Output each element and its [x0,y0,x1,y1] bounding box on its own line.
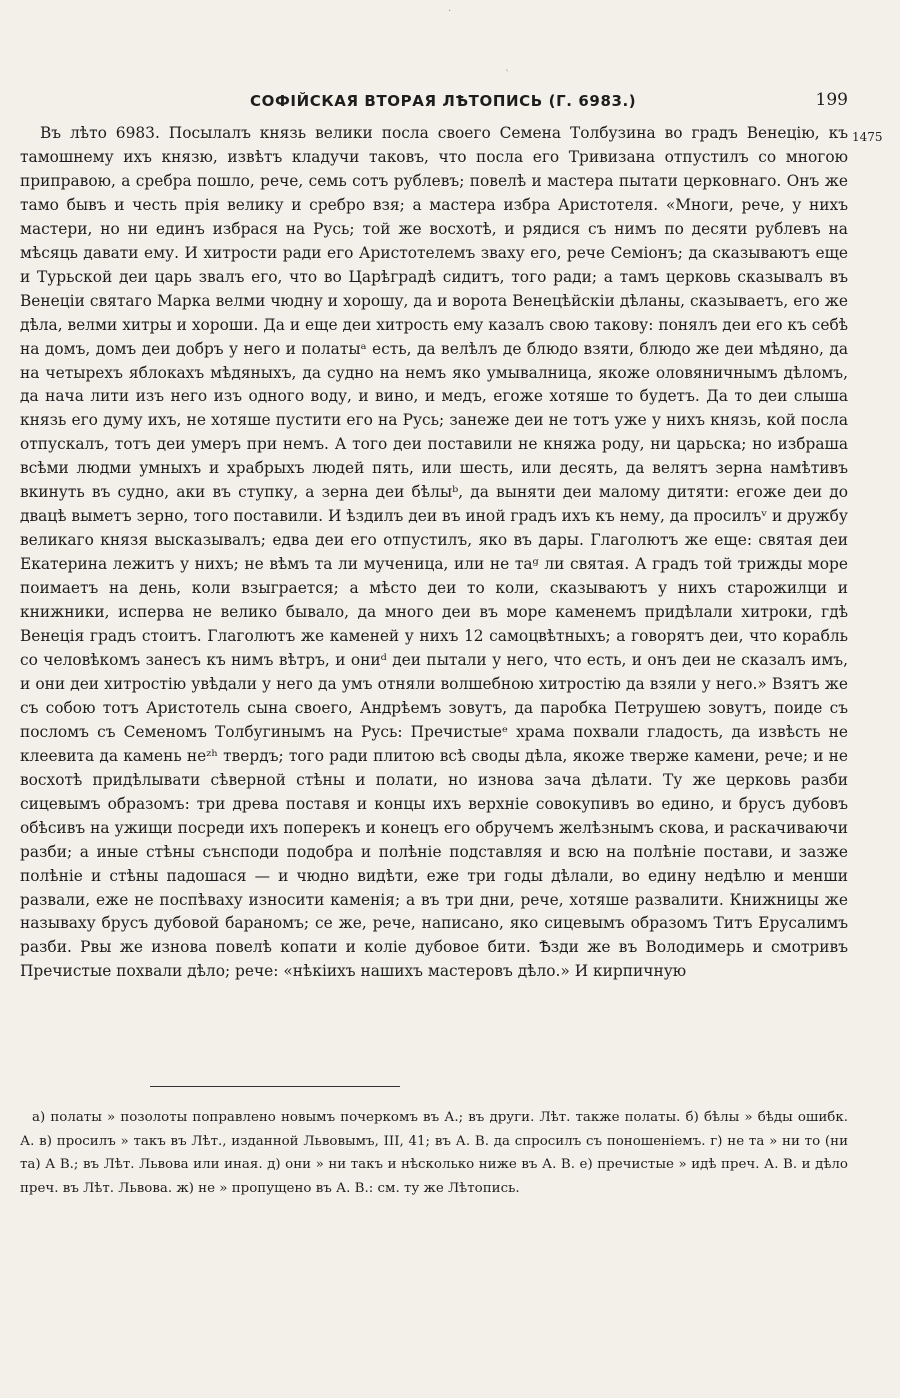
body-paragraph: Въ лѣто 6983. Посылалъ князь велики посла своего Семена Толбузина во градъ Венецію, къ тамошнему ихъ князю, извѣтъ кладучи таковъ, что посла его Тривизана отпустилъ со многою приправою, а сребра пошло, рече, семь сотъ рублевъ; повелѣ и мастера пытати церковнаго. Онъ же тамо бывъ и честь прія велику и сребро взя; а мастера избра Аристотеля. «Многи, рече, у нихъ мастери, но ни единъ избрася на Русь; той же восхотѣ, и рядися съ нимъ по десяти рублевъ на мѣсяць давати ему. И хитрости ради его Аристотелемъ зваху его, рече Семіонъ; да сказываютъ еще и Турьской деи царь звалъ его, что во Царѣградѣ сидитъ, того ради; а тамъ церковь сказывалъ въ Венеціи святаго Марка велми чюдну и хорошу, да и ворота Венецѣйскіи дѣланы, сказываетъ, его же дѣла, велми хитры и хороши. Да и еще деи хитрость ему казалъ свою такову: понялъ деи его къ себѣ на домъ, домъ деи добръ у него и полатыᵃ есть, да велѣлъ де блюдо взяти, блюдо же деи мѣдяно, да на четырехъ яблокахъ мѣдяныхъ, да судно на немъ яко умывалница, якоже оловяничнымъ дѣломъ, да нача лити изъ него изъ одного воду, и вино, и медъ, егоже хотяше то будетъ. Да то деи слыша князь его думу ихъ, не хотяше пустити его на Русь; занеже деи не тотъ уже у нихъ князь, кой посла отпускалъ, тотъ деи умеръ при немъ. А того деи поставили не княжа роду, ни царьска; но избраша всѣми людми умныхъ и храбрыхъ людей пять, или шесть, или десять, да велятъ зерна намѣтивъ вкинуть въ судно, аки въ ступку, а зерна деи бѣлыᵇ, да выняти деи малому дитяти: егоже деи до двацѣ выметъ зерно, того поставили. И ѣздилъ деи въ иной градъ ихъ къ нему, да просилъᵛ и дружбу великаго князя высказывалъ; едва деи его отпустилъ, яко въ дары. Глаголютъ же еще: святая деи Екатерина лежитъ у нихъ; не вѣмъ та ли мученица, или не таᵍ ли святая. А градъ той трижды море поимаетъ на день, коли взыграется; а мѣсто деи то коли, сказываютъ у нихъ старожилци и книжники, исперва не велико бывало, да много деи въ море каменемъ придѣлали хитроки, гдѣ Венеція градъ стоитъ. Глаголютъ же каменей у нихъ 12 самоцвѣтныхъ; а говорятъ деи, что корабль со человѣкомъ занесъ къ нимъ вѣтръ, и ониᵈ деи пытали у него, что есть, и онъ деи не сказалъ имъ, и они деи хитростію увѣдали у него да умъ отняли волшебною хитростію да взяли у него.» Взятъ же съ собою тотъ Аристотель сына своего, Андрѣемъ зовутъ, да паробка Петрушею зовутъ, поиде съ посломъ съ Семеномъ Толбугинымъ на Русь: Пречистыеᵉ храма похвали гладость, да извѣсть не клеевита да камень неᶻʰ твердъ; того ради плитою всѣ своды дѣла, якоже тверже камени, рече; и не восхотѣ придѣлывати сѣверной стѣны и полати, но изнова зача дѣлати. Ту же церковь разби сицевымъ образомъ: три древа поставя и концы ихъ верхніе совокупивъ во едино, и брусъ дубовъ обѣсивъ на ужищи посреди ихъ поперекъ и конецъ его обручемъ желѣзнымъ скова, и раскачиваючи разби; а иные стѣны сънсподи подобра и полѣніе подставляя и всю на полѣніе постави, и зазже полѣніе и стѣны падошася — и чюдно видѣти, еже три годы дѣлали, во едину недѣлю и менши развали, еже не поспѣваху износити каменія; а въ три дни, рече, хотяше развалити. Книжницы же называху брусъ дубовой бараномъ; се же, рече, написано, яко сицевымъ образомъ Титъ Ерусалимъ разби. Рвы же изнова повелѣ копати и коліе дубовое бити. Ѣзди же въ Володимерь и смотривъ Пречистые похвали дѣло; рече: «нѣкіихъ нашихъ мастеровъ дѣло.» И кирпичную [20,124,848,981]
footnotes [20,1106,848,1200]
running-title: СОФІЙСКАЯ ВТОРАЯ ЛѢТОПИСЬ (Г. 6983.) [250,92,637,110]
chronicle-text [20,122,848,984]
scan-mark: · [448,6,452,17]
running-header [0,92,900,114]
scan-mark: ˋ [505,70,510,81]
page-number: 199 [815,90,848,110]
margin-year-note: 1475 [852,130,883,144]
footnote-divider [150,1086,400,1087]
footnote-text: а) полаты » позолоты поправлено новымъ почеркомъ въ А.; въ други. Лѣт. также полаты. б) бѣлы » бѣды ошибк. А. в) просилъ » такъ въ Лѣт., изданной Львовымъ, III, 41; въ А. В. да спросилъ съ поношеніемъ. г) не та » ни то (ни та) А В.; въ Лѣт. Львова или иная. д) они » ни такъ и нѣсколько ниже въ А. В. е) пречистые » идѣ преч. А. В. и дѣло преч. въ Лѣт. Львова. ж) не » пропущено въ А. В.: см. ту же Лѣтопись. [20,1110,848,1196]
